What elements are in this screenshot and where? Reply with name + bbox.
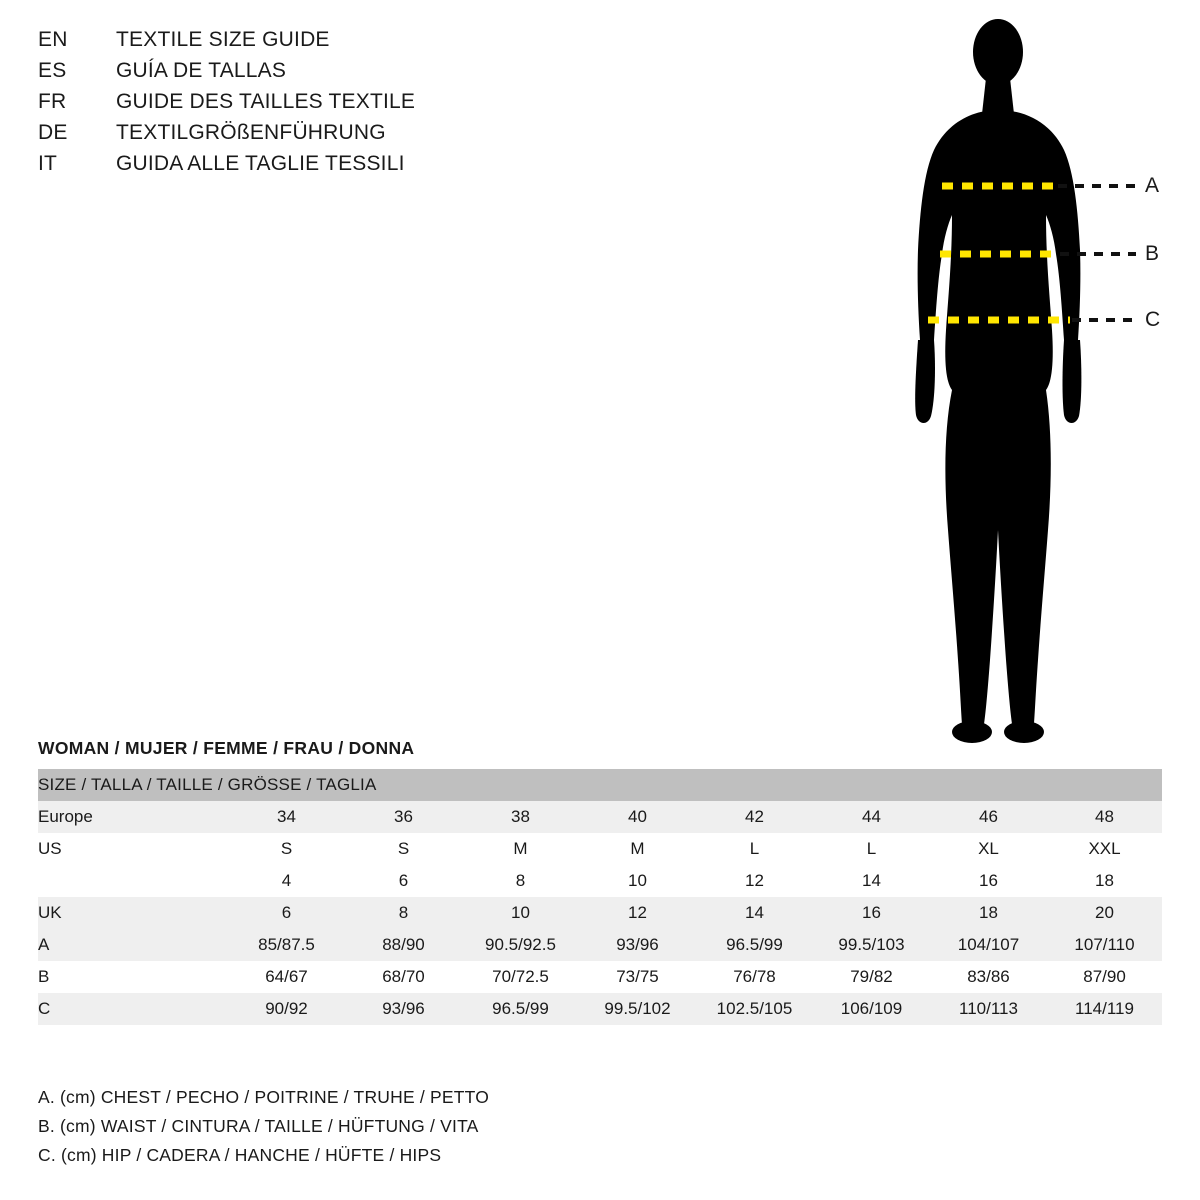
table-cell: 36 <box>345 801 462 833</box>
table-cell: 90/92 <box>228 993 345 1025</box>
language-title: TEXTILE SIZE GUIDE <box>116 28 330 51</box>
table-cell: 8 <box>462 865 579 897</box>
table-header-cell: SIZE / TALLA / TAILLE / GRÖSSE / TAGLIA <box>38 769 1162 801</box>
table-row <box>38 897 1162 929</box>
table-cell: M <box>579 833 696 865</box>
language-row <box>38 90 678 121</box>
language-row <box>38 121 678 152</box>
table-cell: 90.5/92.5 <box>462 929 579 961</box>
table-cell: 18 <box>930 897 1047 929</box>
language-title: GUÍA DE TALLAS <box>116 59 287 82</box>
measure-label-c: C <box>1145 308 1161 331</box>
legend-line-a: A. (cm) CHEST / PECHO / POITRINE / TRUHE / PETTO <box>38 1087 490 1107</box>
table-cell: 14 <box>813 865 930 897</box>
table-cell: 93/96 <box>345 993 462 1025</box>
table-cell: 88/90 <box>345 929 462 961</box>
table-cell: 70/72.5 <box>462 961 579 993</box>
table-cell: 99.5/102 <box>579 993 696 1025</box>
row-label: C <box>38 993 228 1025</box>
table-cell: 10 <box>462 897 579 929</box>
row-label <box>38 865 228 897</box>
table-cell: L <box>696 833 813 865</box>
language-row <box>38 28 678 59</box>
language-code: FR <box>38 90 67 113</box>
table-cell: 14 <box>696 897 813 929</box>
table-cell: 12 <box>696 865 813 897</box>
language-code: EN <box>38 28 68 51</box>
language-code: DE <box>38 121 68 144</box>
table-cell: 99.5/103 <box>813 929 930 961</box>
table-row <box>38 865 1162 897</box>
table-cell: 44 <box>813 801 930 833</box>
table-cell: 48 <box>1047 801 1162 833</box>
table-cell: 18 <box>1047 865 1162 897</box>
table-cell: 93/96 <box>579 929 696 961</box>
table-cell: 16 <box>813 897 930 929</box>
table-cell: 6 <box>345 865 462 897</box>
table-cell: XL <box>930 833 1047 865</box>
table-cell: 96.5/99 <box>462 993 579 1025</box>
table-cell: 85/87.5 <box>228 929 345 961</box>
table-cell: 76/78 <box>696 961 813 993</box>
table-row <box>38 993 1162 1025</box>
table-cell: 8 <box>345 897 462 929</box>
table-cell: 10 <box>579 865 696 897</box>
size-table <box>38 769 1162 1025</box>
table-row <box>38 833 1162 865</box>
table-cell: 12 <box>579 897 696 929</box>
table-cell: 38 <box>462 801 579 833</box>
measure-label-a: A <box>1145 174 1160 197</box>
row-label: B <box>38 961 228 993</box>
table-cell: S <box>345 833 462 865</box>
legend-line-c: C. (cm) HIP / CADERA / HANCHE / HÜFTE / HIPS <box>38 1145 442 1165</box>
table-cell: 102.5/105 <box>696 993 813 1025</box>
table-cell: 16 <box>930 865 1047 897</box>
row-label: US <box>38 833 228 865</box>
table-cell: 87/90 <box>1047 961 1162 993</box>
table-cell: 4 <box>228 865 345 897</box>
language-row <box>38 59 678 90</box>
language-title: TEXTILGRÖßENFÜHRUNG <box>116 121 386 144</box>
table-cell: 42 <box>696 801 813 833</box>
table-row <box>38 961 1162 993</box>
table-cell: 104/107 <box>930 929 1047 961</box>
woman-silhouette-shape <box>915 19 1081 743</box>
table-caption: WOMAN / MUJER / FEMME / FRAU / DONNA <box>38 738 415 758</box>
table-cell: L <box>813 833 930 865</box>
table-cell: 83/86 <box>930 961 1047 993</box>
table-row <box>38 929 1162 961</box>
table-cell: 73/75 <box>579 961 696 993</box>
table-cell: 20 <box>1047 897 1162 929</box>
table-header-row <box>38 769 1162 801</box>
table-cell: 34 <box>228 801 345 833</box>
language-title: GUIDE DES TAILLES TEXTILE <box>116 90 416 113</box>
measurement-legend <box>38 1087 838 1174</box>
table-cell: 96.5/99 <box>696 929 813 961</box>
table-cell: 106/109 <box>813 993 930 1025</box>
table-cell: 68/70 <box>345 961 462 993</box>
row-label: A <box>38 929 228 961</box>
measure-label-b: B <box>1145 242 1160 265</box>
table-cell: 46 <box>930 801 1047 833</box>
table-cell: 40 <box>579 801 696 833</box>
table-cell: S <box>228 833 345 865</box>
table-cell: 110/113 <box>930 993 1047 1025</box>
language-code: ES <box>38 59 67 82</box>
language-row <box>38 152 678 183</box>
table-cell: M <box>462 833 579 865</box>
table-cell: 6 <box>228 897 345 929</box>
language-code: IT <box>38 152 58 175</box>
female-silhouette-figure <box>860 10 1190 750</box>
size-table-section <box>38 738 1162 1025</box>
table-row <box>38 801 1162 833</box>
silhouette-svg <box>860 10 1190 750</box>
table-cell: 79/82 <box>813 961 930 993</box>
table-cell: 107/110 <box>1047 929 1162 961</box>
table-cell: 64/67 <box>228 961 345 993</box>
table-cell: 114/119 <box>1047 993 1162 1025</box>
language-title: GUIDA ALLE TAGLIE TESSILI <box>116 152 405 175</box>
language-title-list <box>38 28 678 183</box>
row-label: UK <box>38 897 228 929</box>
table-cell: XXL <box>1047 833 1162 865</box>
legend-line-b: B. (cm) WAIST / CINTURA / TAILLE / HÜFTUNG / VITA <box>38 1116 479 1136</box>
row-label: Europe <box>38 801 228 833</box>
